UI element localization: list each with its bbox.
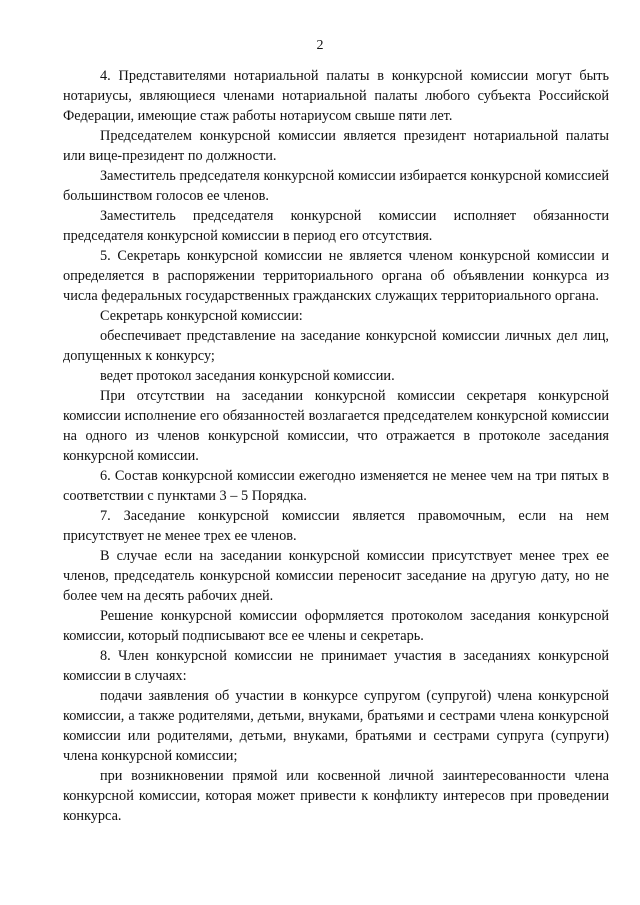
paragraph-decision-protocol: Решение конкурсной комиссии оформляется протоколом заседания конкурсной комиссии, который подписывают все ее члены и секретарь. — [63, 608, 609, 644]
paragraph-7-quorum: 7. Заседание конкурсной комиссии является правомочным, если на нем присутствует не менее трех ее членов. — [63, 508, 609, 544]
paragraph-secretary-protocol: ведет протокол заседания конкурсной комиссии. — [100, 368, 395, 384]
paragraph-5-secretary: 5. Секретарь конкурсной комиссии не является членом конкурсной комиссии и определяется в распоряжении территориального органа об объявлении конкурса из числа федеральных государственных гражданских служащих территориального органа. — [63, 248, 609, 304]
paragraph-quorum-failure: В случае если на заседании конкурсной комиссии присутствует менее трех ее членов, председатель конкурсной комиссии переносит заседание на другую дату, но не более чем на десять рабочих дней. — [63, 548, 609, 604]
page-number: 2 — [316, 38, 324, 53]
paragraph-secretary-heading: Секретарь конкурсной комиссии: — [100, 308, 303, 324]
paragraph-8-recusal: 8. Член конкурсной комиссии не принимает участия в заседаниях конкурсной комиссии в случаях: — [63, 648, 609, 684]
paragraph-secretary-files: обеспечивает представление на заседание конкурсной комиссии личных дел лиц, допущенных к конкурсу; — [63, 328, 609, 364]
paragraph-4-notary-representatives: 4. Представителями нотариальной палаты в конкурсной комиссии могут быть нотариусы, являющиеся членами нотариальной палаты любого субъекта Российской Федерации, имеющие стаж работы нотариусом свыше пяти лет. — [63, 68, 609, 124]
paragraph-recusal-conflict: при возникновении прямой или косвенной личной заинтересованности члена конкурсной комиссии, которая может привести к конфликту интересов при проведении конкурса. — [63, 768, 609, 824]
paragraph-chairman: Председателем конкурсной комиссии является президент нотариальной палаты или вице-президент по должности. — [63, 128, 609, 164]
paragraph-recusal-relatives: подачи заявления об участии в конкурсе супругом (супругой) члена конкурсной комиссии, а также родителями, детьми, внуками, братьями и сестрами члена конкурсной комиссии или родителями, детьми, внуками, братьями и сестрами супруга (супруги) члена конкурсной комиссии; — [63, 688, 609, 764]
paragraph-secretary-absence: При отсутствии на заседании конкурсной комиссии секретаря конкурсной комиссии исполнение его обязанностей возлагается председателем конкурсной комиссии на одного из членов конкурсной комиссии, что отражается в протоколе заседания конкурсной комиссии. — [63, 388, 609, 464]
paragraph-deputy-duties: Заместитель председателя конкурсной комиссии исполняет обязанности председателя конкурсной комиссии в период его отсутствия. — [63, 208, 609, 244]
document-body — [63, 66, 609, 826]
paragraph-deputy-elected: Заместитель председателя конкурсной комиссии избирается конкурсной комиссией большинством голосов ее членов. — [63, 168, 609, 204]
paragraph-6-composition: 6. Состав конкурсной комиссии ежегодно изменяется не менее чем на три пятых в соответствии с пунктами 3 – 5 Порядка. — [63, 468, 609, 504]
